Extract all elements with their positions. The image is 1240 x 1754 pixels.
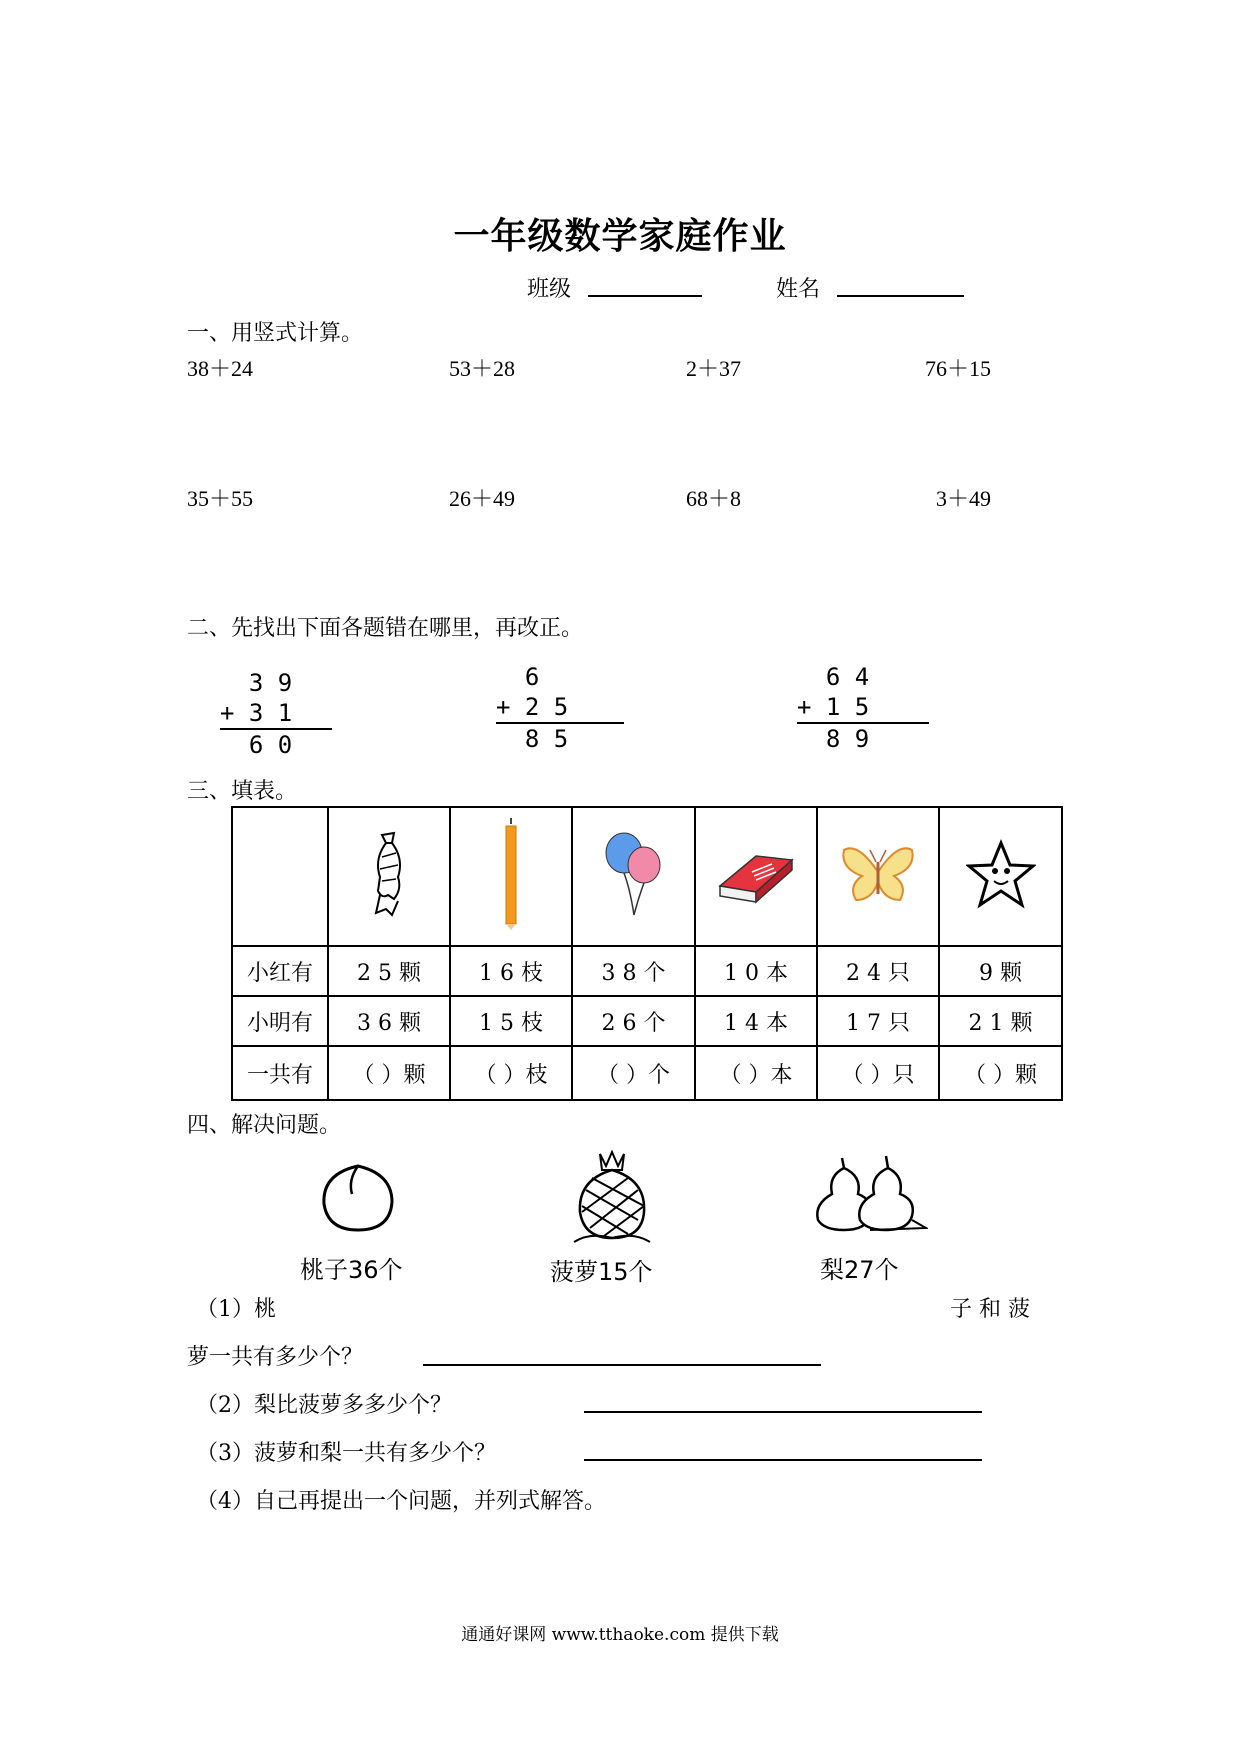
pear-icon (808, 1150, 928, 1234)
answer-cell[interactable]: （ ）本 (695, 1046, 817, 1100)
vertical-problem-2 (496, 662, 624, 754)
section1-heading: 一、用竖式计算。 (187, 321, 364, 346)
pineapple-label: 菠萝15个 (550, 1258, 653, 1286)
answer-line-2[interactable] (584, 1411, 982, 1413)
expr-4: 76＋15 (925, 356, 992, 381)
page-title: 一年级数学家庭作业 (453, 216, 787, 257)
question-1-start: （1）桃 (196, 1297, 276, 1322)
question-4: （4）自己再提出一个问题，并列式解答。 (196, 1489, 606, 1514)
answer-cell[interactable]: （ ）颗 (328, 1046, 450, 1100)
cell: 1 0 本 (695, 946, 817, 996)
expr-8: 3＋49 (936, 486, 992, 511)
header-empty-cell (232, 807, 328, 946)
candy-icon (364, 829, 414, 919)
cell: 2 1 颗 (939, 996, 1062, 1046)
name-field[interactable] (837, 295, 964, 297)
butterfly-cell (817, 807, 939, 946)
peach-icon (318, 1160, 398, 1234)
row-label-xiaohong: 小红有 (232, 946, 328, 996)
class-field[interactable] (588, 295, 702, 297)
name-label: 姓名 (776, 277, 821, 302)
expr-2: 53＋28 (449, 356, 516, 381)
question-1-continued: 萝一共有多少个？ (187, 1345, 364, 1370)
cell: 2 4 只 (817, 946, 939, 996)
question-2: （2）梨比菠萝多多少个？ (196, 1393, 452, 1418)
answer-line-1[interactable] (423, 1364, 821, 1366)
cell: 1 4 本 (695, 996, 817, 1046)
pencil-icon (501, 818, 521, 930)
section3-heading: 三、填表。 (187, 779, 298, 804)
balloon-cell (572, 807, 695, 946)
cell: 1 6 枝 (450, 946, 572, 996)
expr-3: 2＋37 (686, 356, 742, 381)
addend-top: 3 9 (220, 669, 293, 697)
answer-line-3[interactable] (584, 1459, 982, 1461)
footer-text: 通通好课网 www.tthaoke.com 提供下载 (461, 1625, 779, 1645)
addend-top: 6 (496, 663, 540, 691)
section2-heading: 二、先找出下面各题错在哪里，再改正。 (187, 616, 584, 641)
peach-label: 桃子36个 (300, 1256, 403, 1284)
candy-cell (328, 807, 450, 946)
book-cell (695, 807, 817, 946)
question-3: （3）菠萝和梨一共有多少个？ (196, 1441, 496, 1466)
result: 8 5 (496, 725, 569, 753)
cell: 2 6 个 (572, 996, 695, 1046)
expr-7: 68＋8 (686, 486, 742, 511)
answer-cell[interactable]: （ ）颗 (939, 1046, 1062, 1100)
expr-1: 38＋24 (187, 356, 254, 381)
cell: 1 5 枝 (450, 996, 572, 1046)
result: 6 0 (220, 731, 293, 759)
row-label-total: 一共有 (232, 1046, 328, 1100)
balloon-icon (602, 829, 666, 919)
question-1-right: 子 和 菠 (950, 1297, 1030, 1322)
vertical-problem-1 (220, 668, 332, 760)
answer-cell[interactable]: （ ）个 (572, 1046, 695, 1100)
expr-6: 26＋49 (449, 486, 516, 511)
cell: 1 7 只 (817, 996, 939, 1046)
fill-table (231, 806, 1063, 1101)
pineapple-icon (570, 1150, 654, 1246)
butterfly-icon (838, 842, 918, 906)
addend-bottom: + 1 5 (797, 693, 870, 721)
result: 8 9 (797, 725, 870, 753)
class-label: 班级 (527, 277, 572, 302)
star-cell (939, 807, 1062, 946)
star-icon (966, 839, 1036, 909)
cell: 9 颗 (939, 946, 1062, 996)
pencil-cell (450, 807, 572, 946)
cell: 2 5 颗 (328, 946, 450, 996)
cell: 3 8 个 (572, 946, 695, 996)
answer-cell[interactable]: （ ）只 (817, 1046, 939, 1100)
row-label-xiaoming: 小明有 (232, 996, 328, 1046)
addend-top: 6 4 (797, 663, 870, 691)
section4-heading: 四、解决问题。 (187, 1113, 342, 1138)
book-icon (716, 842, 796, 906)
pear-label: 梨27个 (820, 1256, 899, 1284)
addend-bottom: + 2 5 (496, 693, 569, 721)
addend-bottom: + 3 1 (220, 699, 293, 727)
expr-5: 35＋55 (187, 486, 254, 511)
answer-cell[interactable]: （ ）枝 (450, 1046, 572, 1100)
cell: 3 6 颗 (328, 996, 450, 1046)
vertical-problem-3 (797, 662, 929, 754)
